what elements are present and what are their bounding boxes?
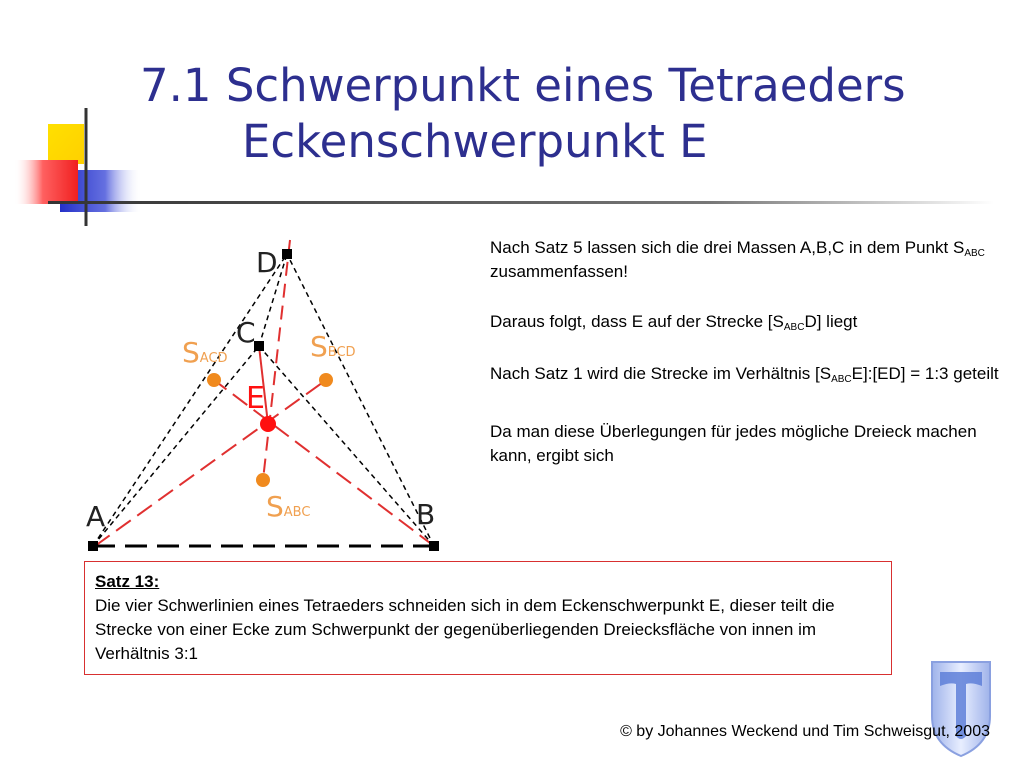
centroid-sabc-marker — [256, 473, 270, 487]
tetrahedron-diagram — [70, 230, 480, 560]
school-logo-icon — [928, 658, 994, 758]
vertex-a-label: A — [86, 500, 106, 533]
note-2: Daraus folgt, dass E auf der Strecke $[S_{ABC}D]$ liegt — [490, 312, 858, 333]
vertex-c-label: C — [236, 316, 256, 349]
centroid-sbcd-marker — [319, 373, 333, 387]
slide-title — [0, 58, 1024, 170]
note-3: Nach Satz 1 wird die Strecke im Verhältnis $[S_{ABC}E]:[ED]$ = 1:3 geteilt — [490, 364, 999, 385]
center-e-marker — [260, 416, 276, 432]
vertex-b-label: B — [416, 498, 436, 531]
centroid-sacd-label: SACD — [182, 336, 228, 369]
centroid-sabc-label: SABC — [266, 490, 311, 523]
note-1: Nach Satz 5 lassen sich die drei Massen A,B,C in dem Punkt $S_{ABC}$ zusammenfassen! — [490, 238, 985, 281]
theorem-text: Die vier Schwerlinien eines Tetraeders schneiden sich in dem Eckenschwerpunkt E, dieser teilt die Strecke von einer Ecke zum Schwerpunkt der gegenüberliegenden Dreiecksfläche von innen im Verhältnis 3:1 — [95, 596, 835, 663]
theorem-box — [84, 561, 892, 675]
theorem-heading: Satz 13: — [95, 572, 160, 591]
vertex-a-marker — [88, 541, 98, 551]
edge-bd — [287, 254, 434, 546]
vertex-d-marker — [282, 249, 292, 259]
vertex-b-marker — [429, 541, 439, 551]
slide-title-line1: 7.1 Schwerpunkt eines Tetraeders — [140, 59, 906, 112]
copyright-footer: © by Johannes Weckend und Tim Schweisgut, 2003 — [620, 723, 990, 740]
slide-title-line2: Eckenschwerpunkt E — [242, 115, 708, 168]
explanation-notes — [490, 236, 1010, 468]
title-divider — [48, 200, 994, 204]
centroid-sacd-marker — [207, 373, 221, 387]
note-4: Da man diese Überlegungen für jedes mögliche Dreieck machen kann, ergibt sich — [490, 422, 977, 465]
vertex-d-label: D — [256, 246, 278, 279]
centroid-sbcd-label: SBCD — [310, 330, 356, 363]
center-e-label: E — [246, 381, 265, 416]
